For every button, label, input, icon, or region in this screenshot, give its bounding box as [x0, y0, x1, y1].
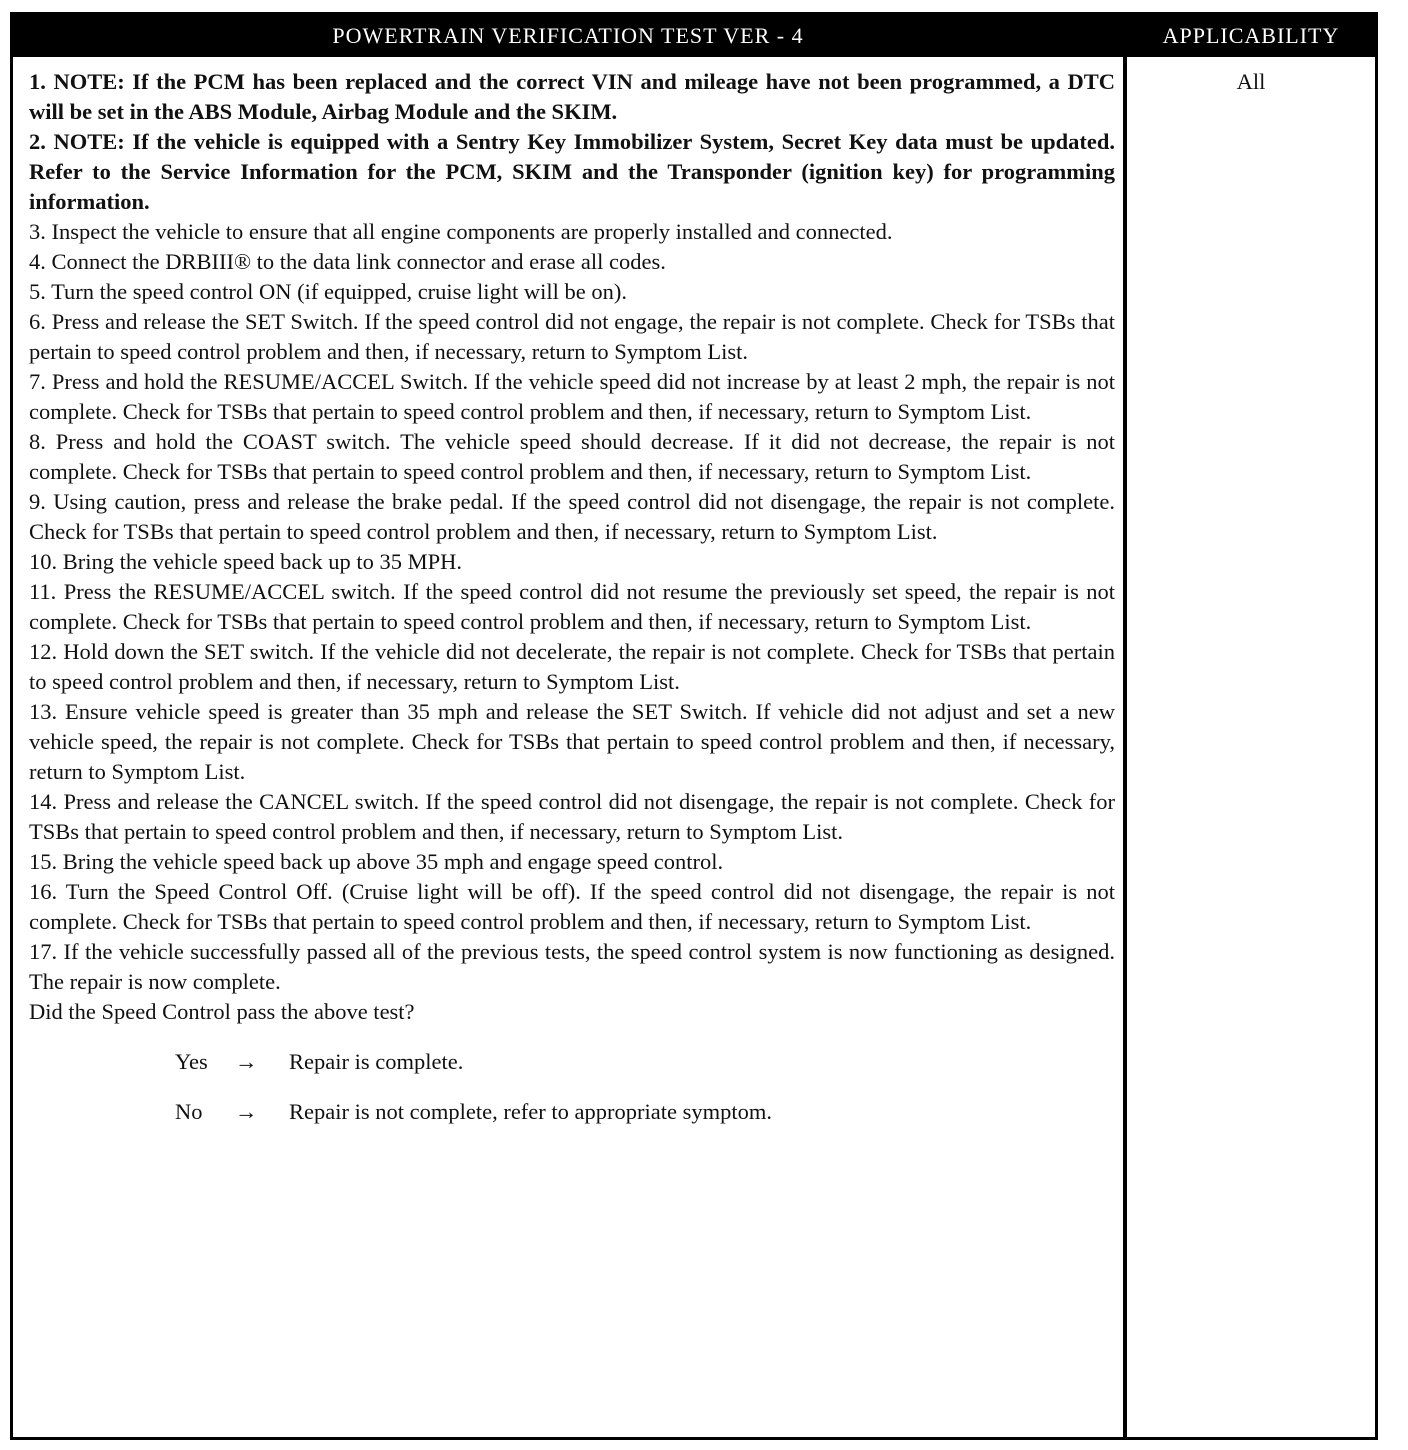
table-header	[13, 15, 1375, 57]
arrow-right-icon: →	[235, 1049, 258, 1074]
procedure-column	[29, 67, 1115, 1127]
step-3: 3. Inspect the vehicle to ensure that all engine components are properly installed and connected.	[29, 219, 893, 244]
step-9: 9. Using caution, press and release the brake pedal. If the speed control did not disengage, the repair is not complete. Check for TSBs that pertain to speed control problem and then, if necessary, return to Symptom List.	[29, 489, 1115, 544]
arrow-right-icon: →	[235, 1099, 258, 1124]
step-2: 2. NOTE: If the vehicle is equipped with a Sentry Key Immobilizer System, Secret Key data must be updated. Refer to the Service Information for the PCM, SKIM and the Transponder (ignition key) for programming information.	[29, 129, 1115, 214]
step-4: 4. Connect the DRBIII® to the data link connector and erase all codes.	[29, 249, 666, 274]
answer-no-label: No	[175, 1099, 203, 1124]
applicability-value: All	[1236, 69, 1266, 94]
answer-no	[29, 1097, 1115, 1127]
step-6: 6. Press and release the SET Switch. If the speed control did not engage, the repair is not complete. Check for TSBs that pertain to speed control problem and then, if necessary, return to Symptom List.	[29, 309, 1115, 364]
step-14: 14. Press and release the CANCEL switch. If the speed control did not disengage, the repair is not complete. Check for TSBs that pertain to speed control problem and then, if necessary, return to Symptom List.	[29, 789, 1115, 844]
applicability-header: APPLICABILITY	[1162, 23, 1340, 48]
column-divider	[1123, 57, 1127, 1437]
table-title: POWERTRAIN VERIFICATION TEST VER - 4	[332, 23, 804, 48]
step-17: 17. If the vehicle successfully passed all of the previous tests, the speed control system is now functioning as designed. The repair is now complete.	[29, 939, 1115, 994]
step-12: 12. Hold down the SET switch. If the vehicle did not decelerate, the repair is not complete. Check for TSBs that pertain to speed control problem and then, if necessary, return to Symptom List.	[29, 639, 1115, 694]
step-10: 10. Bring the vehicle speed back up to 35 MPH.	[29, 549, 463, 574]
answer-no-result: Repair is not complete, refer to appropriate symptom.	[289, 1099, 772, 1124]
answer-yes-label: Yes	[175, 1049, 208, 1074]
verification-test-table	[10, 12, 1378, 1440]
test-question: Did the Speed Control pass the above test?	[29, 999, 415, 1024]
step-11: 11. Press the RESUME/ACCEL switch. If the speed control did not resume the previously set speed, the repair is not complete. Check for TSBs that pertain to speed control problem and then, if necessary, return to Symptom List.	[29, 579, 1115, 634]
step-1: 1. NOTE: If the PCM has been replaced and the correct VIN and mileage have not been programmed, a DTC will be set in the ABS Module, Airbag Module and the SKIM.	[29, 69, 1115, 124]
step-13: 13. Ensure vehicle speed is greater than 35 mph and release the SET Switch. If vehicle did not adjust and set a new vehicle speed, the repair is not complete. Check for TSBs that pertain to speed control problem and then, if necessary, return to Symptom List.	[29, 699, 1115, 784]
step-8: 8. Press and hold the COAST switch. The vehicle speed should decrease. If it did not decrease, the repair is not complete. Check for TSBs that pertain to speed control problem and then, if necessary, return to Symptom List.	[29, 429, 1115, 484]
step-7: 7. Press and hold the RESUME/ACCEL Switch. If the vehicle speed did not increase by at least 2 mph, the repair is not complete. Check for TSBs that pertain to speed control problem and then, if necessary, return to Symptom List.	[29, 369, 1115, 424]
step-16: 16. Turn the Speed Control Off. (Cruise light will be off). If the speed control did not disengage, the repair is not complete. Check for TSBs that pertain to speed control problem and then, if necessary, return to Symptom List.	[29, 879, 1115, 934]
answer-yes	[29, 1047, 1115, 1077]
answer-yes-result: Repair is complete.	[289, 1049, 464, 1074]
step-5: 5. Turn the speed control ON (if equipped, cruise light will be on).	[29, 279, 628, 304]
step-15: 15. Bring the vehicle speed back up above 35 mph and engage speed control.	[29, 849, 724, 874]
